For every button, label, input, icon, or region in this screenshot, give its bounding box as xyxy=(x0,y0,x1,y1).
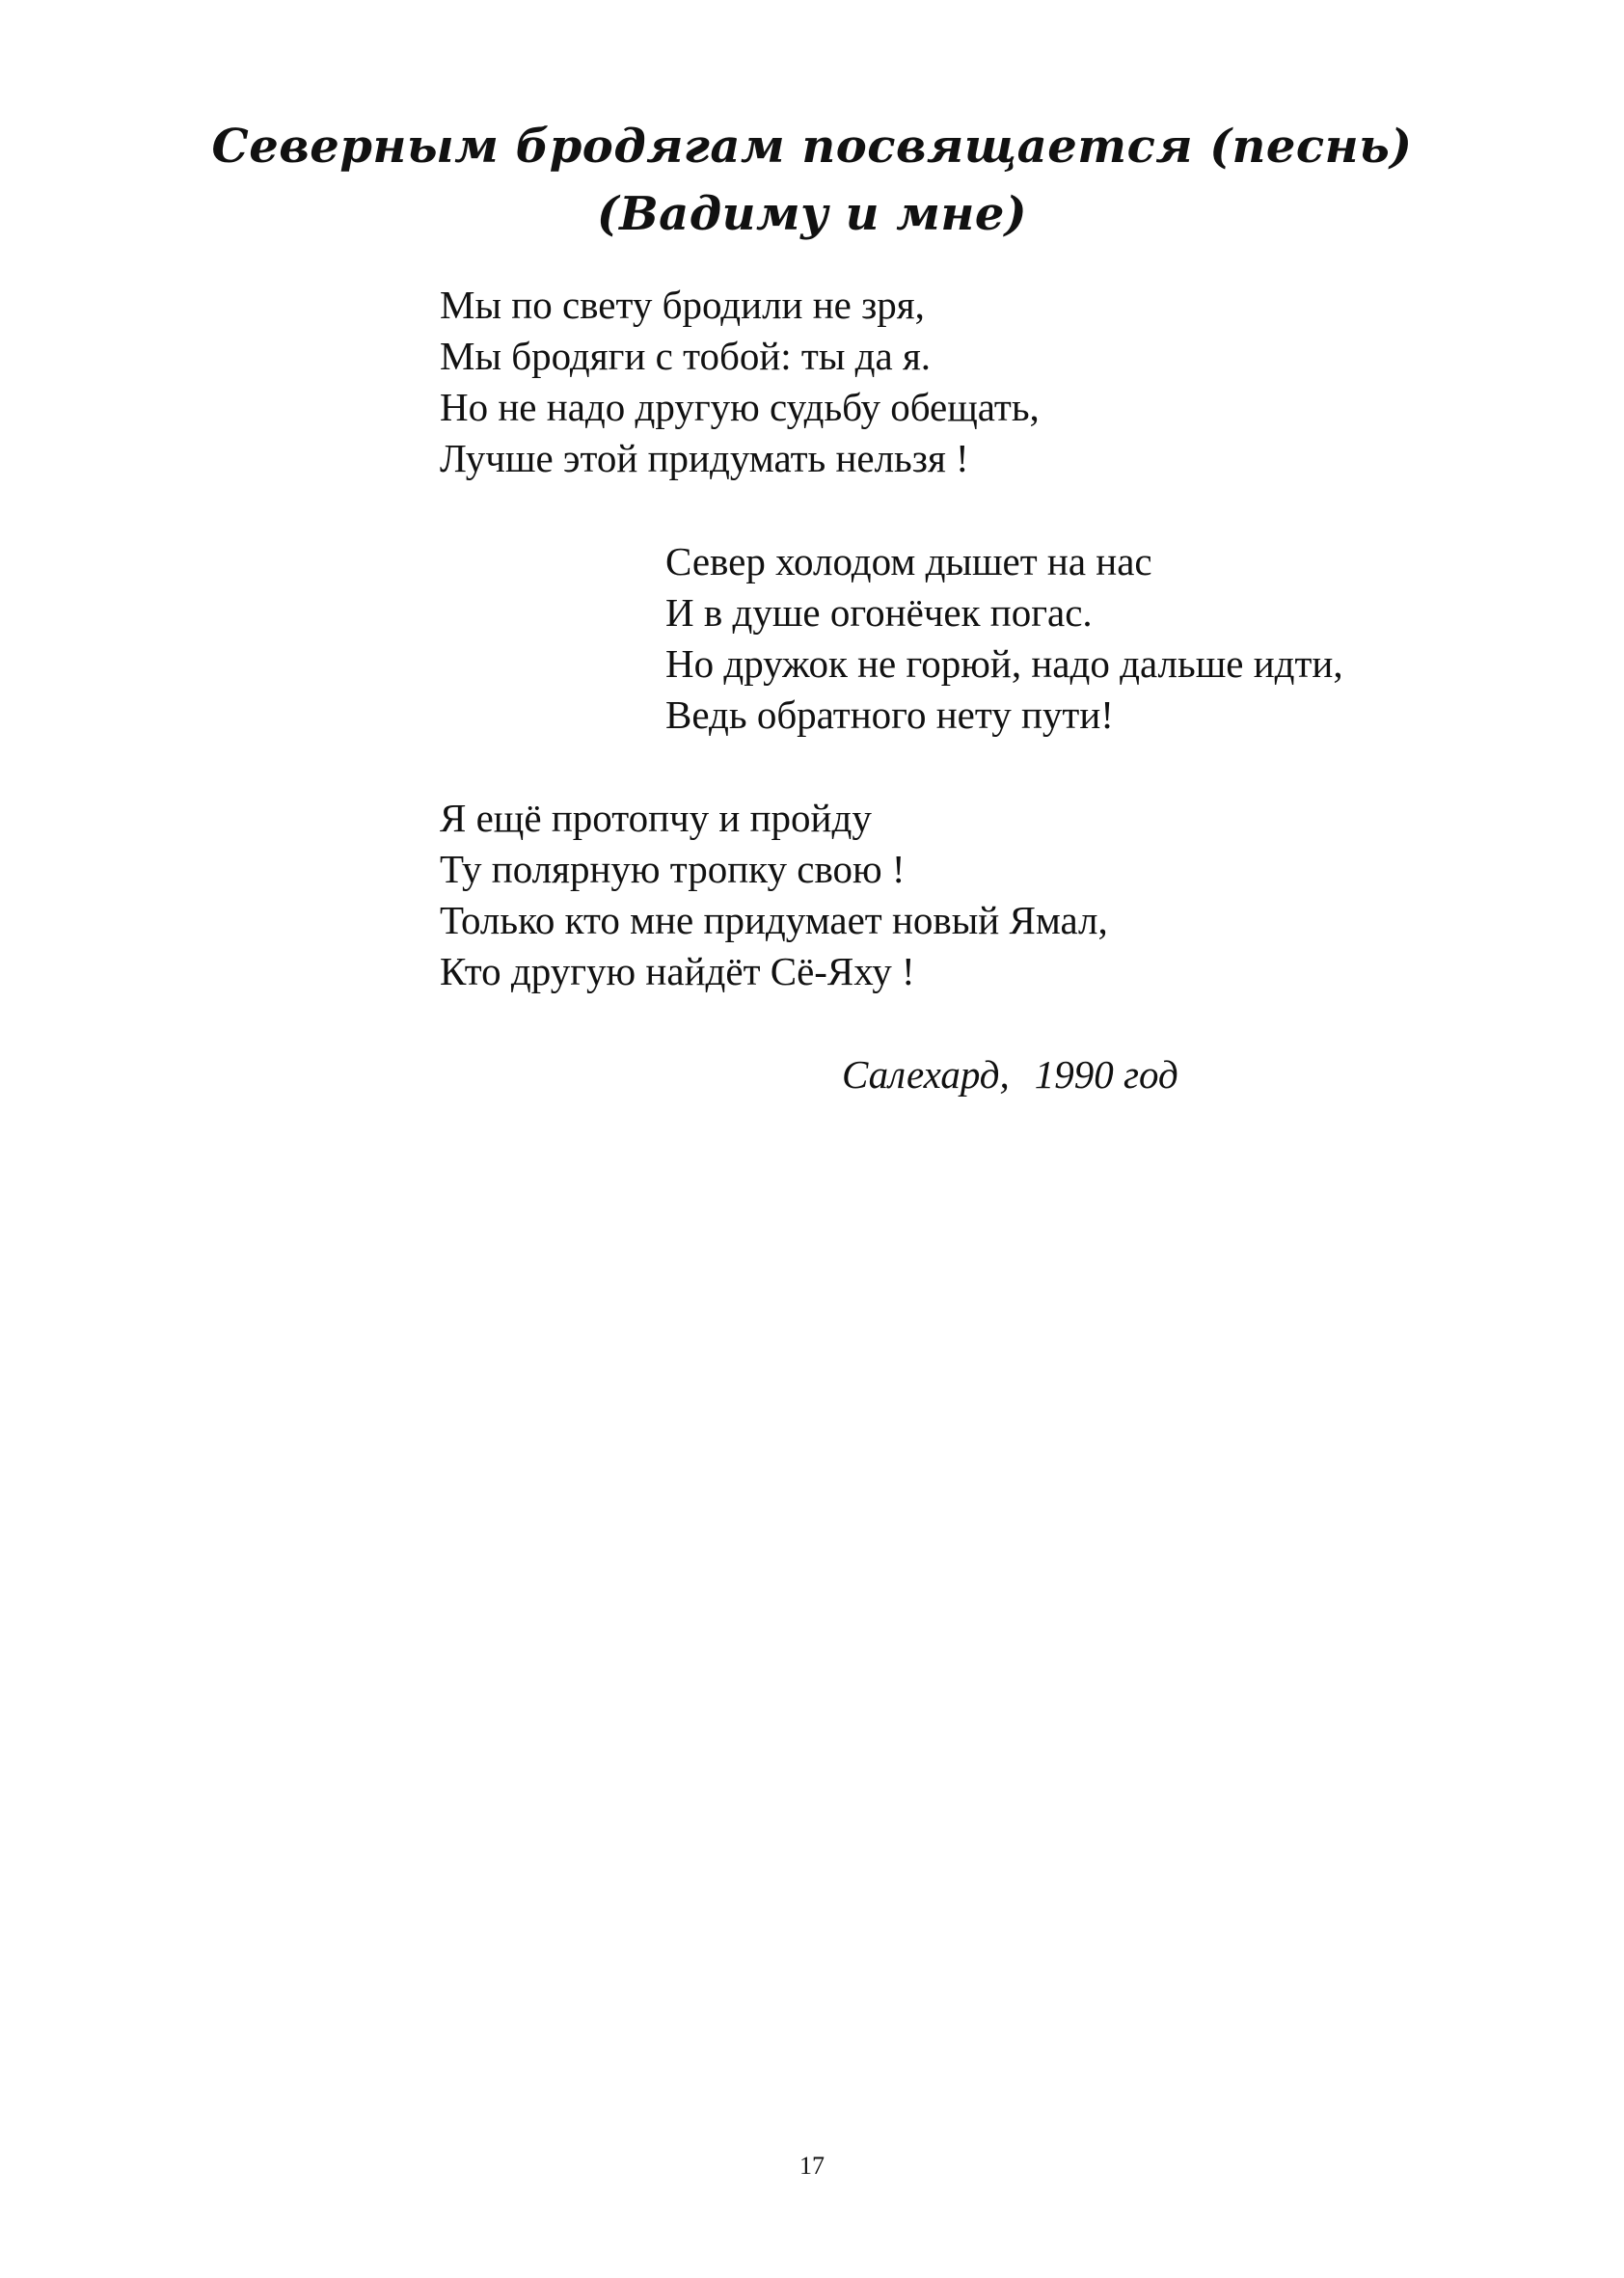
verse-line: Лучше этой придумать нельзя ! xyxy=(440,436,969,480)
signature xyxy=(842,1049,1178,1100)
verse-line: Я ещё протопчу и пройду xyxy=(440,796,872,840)
verse-line: И в душе огонёчек погас. xyxy=(665,590,1093,635)
stanza-3 xyxy=(440,793,1108,997)
signature-place: Салехард, xyxy=(842,1052,1010,1097)
page-number: 17 xyxy=(799,2152,825,2180)
verse-line: Кто другую найдёт Сё-Яху ! xyxy=(440,949,915,993)
stanza-1 xyxy=(440,280,1040,484)
verse-line: Север холодом дышет на нас xyxy=(665,539,1152,583)
verse-line: Но дружок не горюй, надо дальше идти, xyxy=(665,641,1343,686)
verse-line: Но не надо другую судьбу обещать, xyxy=(440,385,1040,429)
verse-line: Мы бродяги с тобой: ты да я. xyxy=(440,334,932,378)
verse-line: Мы по свету бродили не зря, xyxy=(440,283,925,327)
poem-dedication: (Вадиму и мне) xyxy=(596,187,1028,241)
poem-title: Северным бродягам посвящается (песнь) xyxy=(211,120,1413,174)
signature-year: 1990 год xyxy=(1034,1052,1178,1097)
verse-line: Ту полярную тропку свою ! xyxy=(440,847,906,891)
verse-line: Только кто мне придумает новый Ямал, xyxy=(440,898,1108,942)
verse-line: Ведь обратного нету пути! xyxy=(665,692,1114,737)
stanza-2 xyxy=(665,536,1343,741)
